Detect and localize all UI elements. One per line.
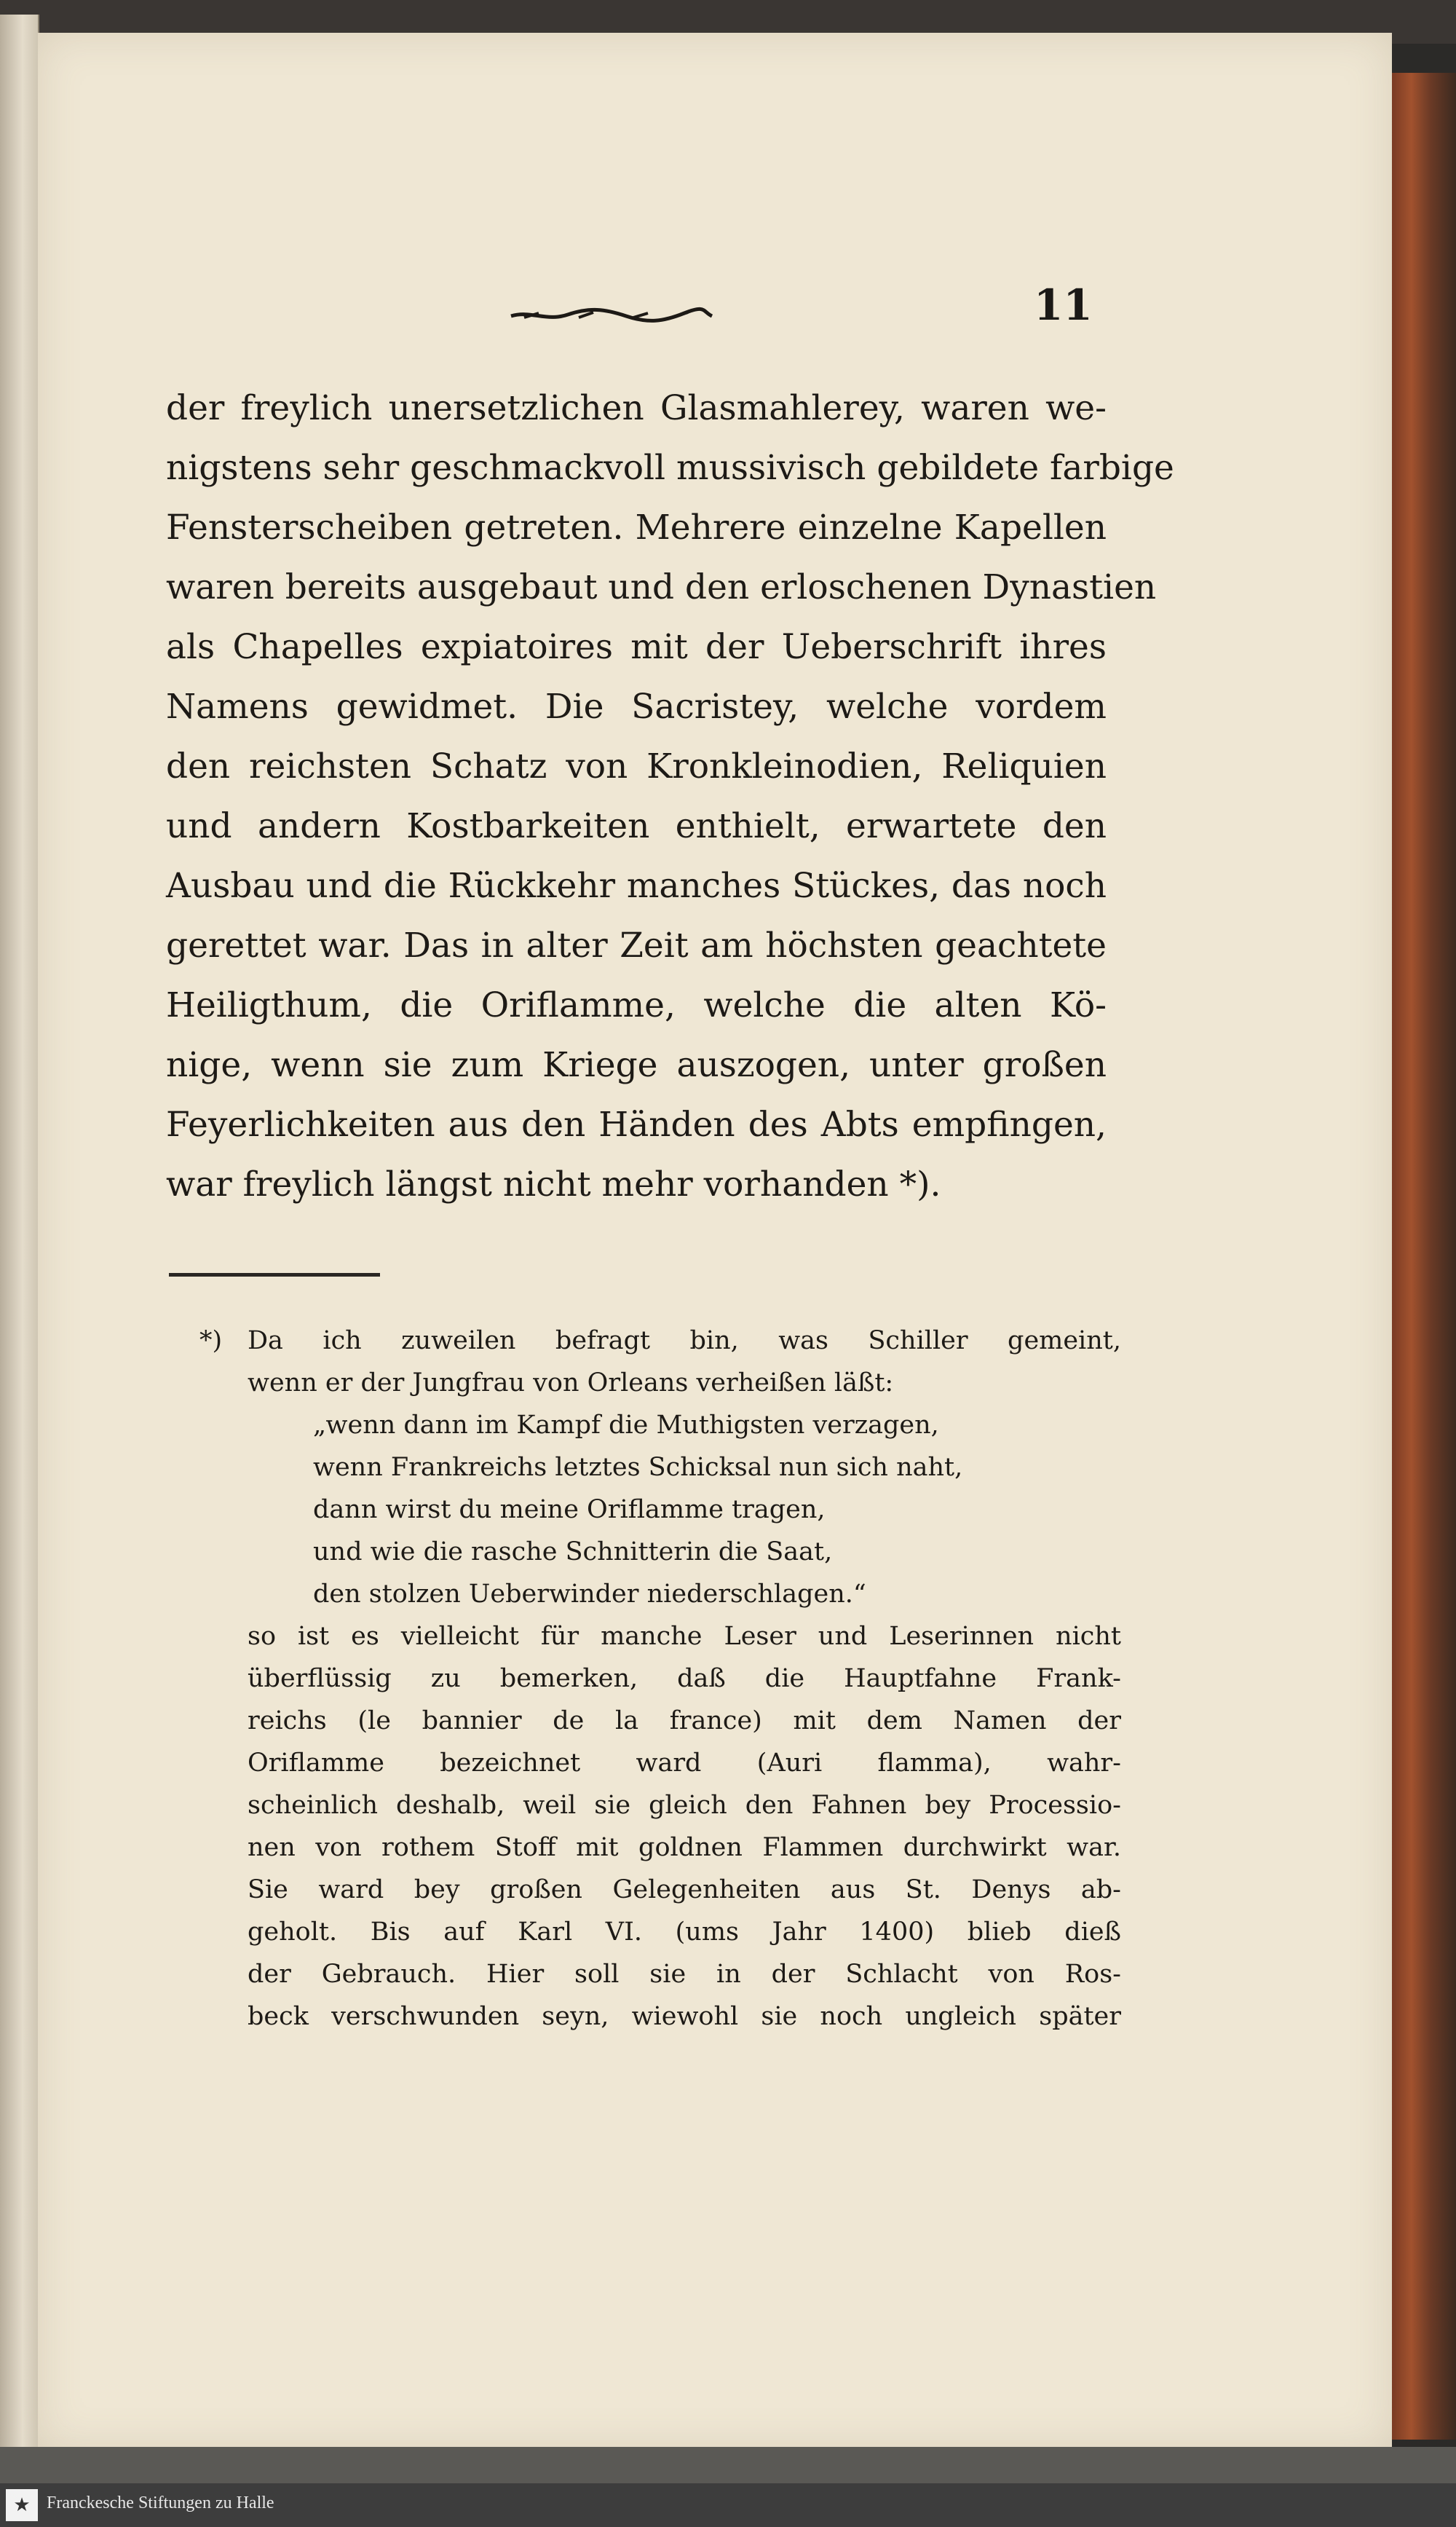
footnote-verse xyxy=(313,1404,1121,1615)
verse-line: den stolzen Ueberwinder niederschlagen.“ xyxy=(313,1580,866,1609)
footnote-line: geholt. Bis auf Karl VI. (ums Jahr 1400) blieb dieß xyxy=(248,1917,1121,1947)
text-line: gerettet war. Das in alter Zeit am höchsten geachtete xyxy=(166,926,1107,966)
footnote-line: Sie ward bey großen Gelegenheiten aus St. Denys ab- xyxy=(248,1875,1121,1904)
text-line: als Chapelles expiatoires mit der Ueberschrift ihres xyxy=(166,627,1107,667)
main-text-block xyxy=(166,379,1174,1215)
text-line: waren bereits ausgebaut und den erloschenen Dynastien xyxy=(166,567,1157,607)
text-line: den reichsten Schatz von Kronkleinodien, Reliquien xyxy=(166,746,1107,787)
text-line: Namens gewidmet. Die Sacristey, welche vordem xyxy=(166,687,1107,727)
footnote-line: wenn er der Jungfrau von Orleans verheißen läßt: xyxy=(248,1368,894,1397)
page-number: 11 xyxy=(1034,280,1093,330)
text-line: und andern Kostbarkeiten enthielt, erwartete den xyxy=(166,806,1107,846)
left-page-edge xyxy=(0,15,39,2447)
footnote-separator-rule xyxy=(169,1273,380,1277)
text-line: war freylich längst nicht mehr vorhanden *). xyxy=(166,1164,941,1205)
scan-background-bottom xyxy=(0,2447,1456,2483)
footnote-line xyxy=(199,1320,1121,1362)
footnote-line: beck verschwunden seyn, wiewohl sie noch ungleich später xyxy=(248,2002,1121,2031)
verse-line: wenn Frankreichs letztes Schicksal nun sich naht, xyxy=(313,1453,963,1482)
text-line: Fensterscheiben getreten. Mehrere einzelne Kapellen xyxy=(166,508,1107,548)
footnote-line: Oriflamme bezeichnet ward (Auri flamma), wahr- xyxy=(248,1749,1121,1778)
text-line: der freylich unersetzlichen Glasmahlerey, waren we- xyxy=(166,388,1107,428)
verse-line: und wie die rasche Schnitterin die Saat, xyxy=(313,1537,833,1566)
institution-logo-icon[interactable]: ★ xyxy=(6,2489,38,2521)
text-line: nige, wenn sie zum Kriege auszogen, unter großen xyxy=(166,1045,1107,1085)
verse-line: dann wirst du meine Oriflamme tragen, xyxy=(313,1495,826,1524)
footnote-text: Da ich zuweilen befragt bin, was Schiller gemeint, xyxy=(248,1326,1121,1355)
footnote-line: überflüssig zu bemerken, daß die Hauptfahne Frank- xyxy=(248,1664,1121,1693)
header-ornament-icon xyxy=(510,304,713,326)
book-cover-edge xyxy=(1392,73,1456,2440)
footnote-line: nen von rothem Stoff mit goldnen Flammen durchwirkt war. xyxy=(248,1833,1121,1862)
footnote-line: reichs (le bannier de la france) mit dem Namen der xyxy=(248,1706,1121,1735)
footnote-line: der Gebrauch. Hier soll sie in der Schlacht von Ros- xyxy=(248,1960,1121,1989)
footnote-block xyxy=(199,1320,1121,2038)
text-line: Ausbau und die Rückkehr manches Stückes, das noch xyxy=(166,866,1107,906)
footnote-marker: *) xyxy=(199,1326,223,1355)
footnote-line: so ist es vielleicht für manche Leser und Leserinnen nicht xyxy=(248,1622,1121,1651)
footer-credit[interactable]: Franckesche Stiftungen zu Halle xyxy=(47,2494,274,2512)
text-line: Heiligthum, die Oriflamme, welche die alten Kö- xyxy=(166,985,1107,1025)
text-line: nigstens sehr geschmackvoll mussivisch gebildete farbige xyxy=(166,448,1174,488)
footnote-line: scheinlich deshalb, weil sie gleich den Fahnen bey Processio- xyxy=(248,1791,1121,1820)
text-line: Feyerlichkeiten aus den Händen des Abts empfingen, xyxy=(166,1105,1107,1145)
verse-line: „wenn dann im Kampf die Muthigsten verzagen, xyxy=(313,1411,939,1440)
